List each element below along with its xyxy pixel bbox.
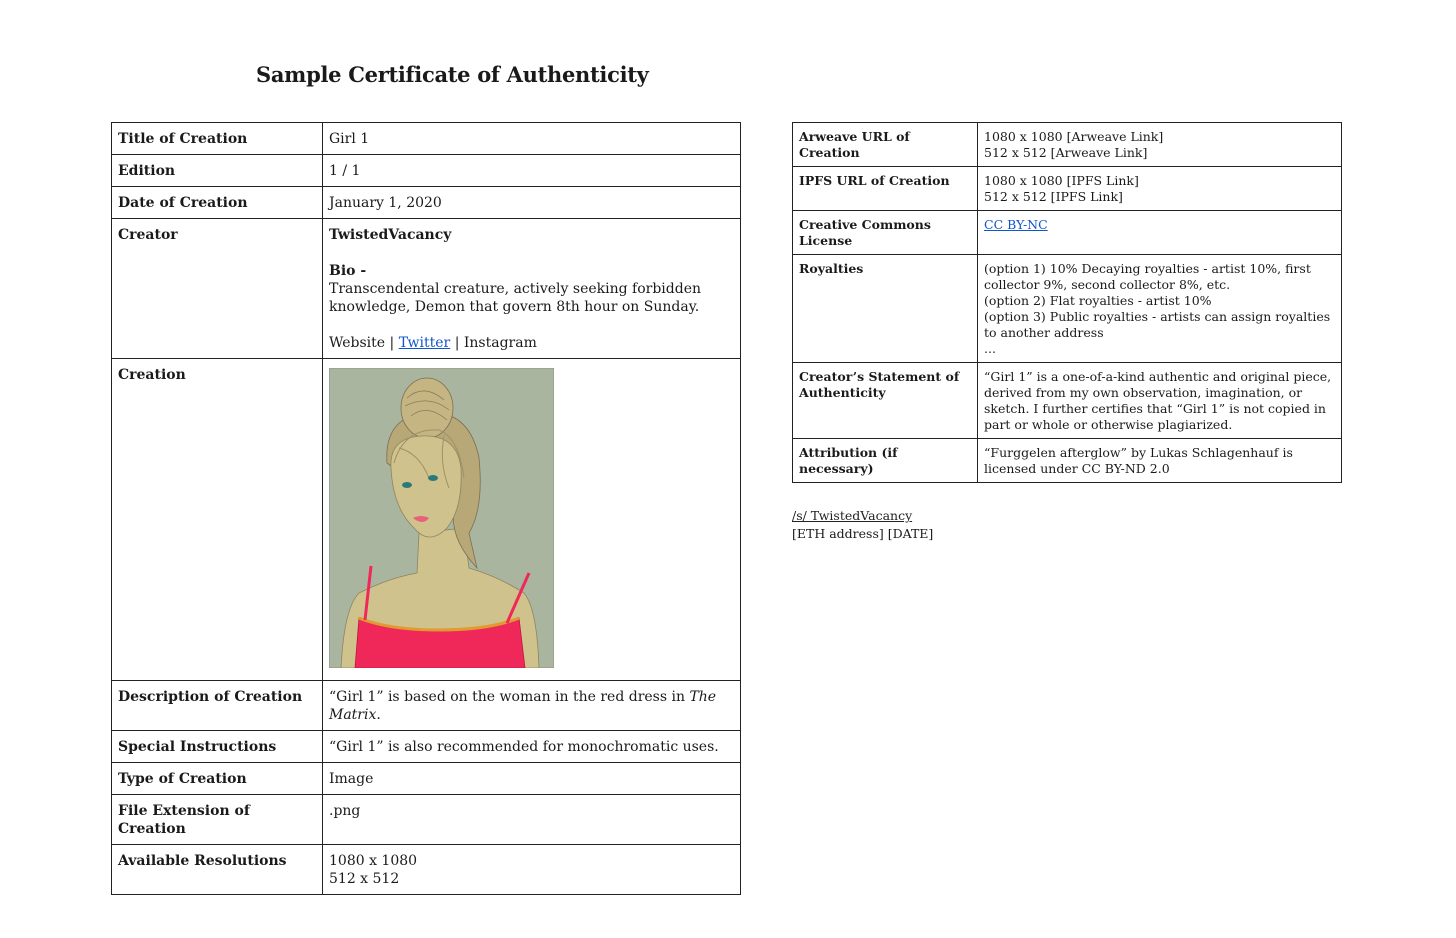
special-instructions-label: Special Instructions: [112, 731, 323, 763]
table-row: [112, 681, 741, 731]
table-row: [112, 763, 741, 795]
license-link[interactable]: CC BY-NC: [984, 217, 1048, 232]
file-extension-value: .png: [323, 795, 741, 845]
available-resolutions-label: Available Resolutions: [112, 845, 323, 895]
table-row: [112, 123, 741, 155]
ipfs-label: IPFS URL of Creation: [793, 167, 978, 211]
arweave-value: 1080 x 1080 [Arweave Link] 512 x 512 [Arweave Link]: [978, 123, 1342, 167]
table-row: [112, 219, 741, 359]
file-extension-label: File Extension of Creation: [112, 795, 323, 845]
attribution-value: “Furggelen afterglow” by Lukas Schlagenhauf is licensed under CC BY-ND 2.0: [978, 439, 1342, 483]
table-row: [793, 211, 1342, 255]
table-row: [793, 167, 1342, 211]
statement-value: “Girl 1” is a one-of-a-kind authentic and original piece, derived from my own observation, imagination, or sketch. I further certifies that “Girl 1” is not copied in part or whole or otherwise plagiarized.: [978, 363, 1342, 439]
type-of-creation-value: Image: [323, 763, 741, 795]
table-row: [112, 155, 741, 187]
bio-label: Bio -: [329, 263, 367, 279]
special-instructions-value: “Girl 1” is also recommended for monochromatic uses.: [323, 731, 741, 763]
edition-label: Edition: [112, 155, 323, 187]
table-row: [793, 123, 1342, 167]
creation-artwork-image: [329, 368, 554, 668]
available-resolutions-value: 1080 x 1080 512 x 512: [323, 845, 741, 895]
creation-cell: [323, 359, 741, 681]
description-value: “Girl 1” is based on the woman in the red dress in The Matrix.: [323, 681, 741, 731]
table-row: [112, 845, 741, 895]
website-link[interactable]: Website: [329, 335, 386, 351]
arweave-label: Arweave URL of Creation: [793, 123, 978, 167]
license-cell: [978, 211, 1342, 255]
table-row: [112, 795, 741, 845]
table-row: [112, 187, 741, 219]
title-of-creation-label: Title of Creation: [112, 123, 323, 155]
signature-link[interactable]: /s/ TwistedVacancy: [792, 508, 913, 523]
table-row: [112, 731, 741, 763]
table-row: [793, 363, 1342, 439]
signature-block: [792, 507, 933, 543]
date-of-creation-label: Date of Creation: [112, 187, 323, 219]
statement-label: Creator’s Statement of Authenticity: [793, 363, 978, 439]
instagram-link[interactable]: Instagram: [463, 335, 537, 351]
description-label: Description of Creation: [112, 681, 323, 731]
link-separator: |: [454, 335, 460, 351]
creation-label: Creation: [112, 359, 323, 681]
license-label: Creative Commons License: [793, 211, 978, 255]
royalties-label: Royalties: [793, 255, 978, 363]
page-title: Sample Certificate of Authenticity: [256, 62, 649, 87]
twitter-link[interactable]: Twitter: [398, 335, 451, 351]
table-row: [793, 439, 1342, 483]
creator-name: TwistedVacancy: [329, 227, 452, 243]
creator-cell: [323, 219, 741, 359]
certificate-details-table: [111, 122, 741, 895]
creator-links: [329, 334, 734, 352]
creator-label: Creator: [112, 219, 323, 359]
table-row: [793, 255, 1342, 363]
type-of-creation-label: Type of Creation: [112, 763, 323, 795]
certificate-links-table: [792, 122, 1342, 483]
edition-value: 1 / 1: [323, 155, 741, 187]
date-of-creation-value: January 1, 2020: [323, 187, 741, 219]
link-separator: |: [389, 335, 395, 351]
royalties-value: (option 1) 10% Decaying royalties - artist 10%, first collector 9%, second collector 8%, etc. (option 2) Flat royalties - artist 10% (option 3) Public royalties - artists can assign royalties to another address ...: [978, 255, 1342, 363]
ipfs-value: 1080 x 1080 [IPFS Link] 512 x 512 [IPFS Link]: [978, 167, 1342, 211]
signature-details: [ETH address] [DATE]: [792, 526, 934, 541]
table-row: [112, 359, 741, 681]
bio-text: Transcendental creature, actively seeking forbidden knowledge, Demon that govern 8th hour on Sunday.: [329, 281, 702, 315]
title-of-creation-value: Girl 1: [323, 123, 741, 155]
attribution-label: Attribution (if necessary): [793, 439, 978, 483]
